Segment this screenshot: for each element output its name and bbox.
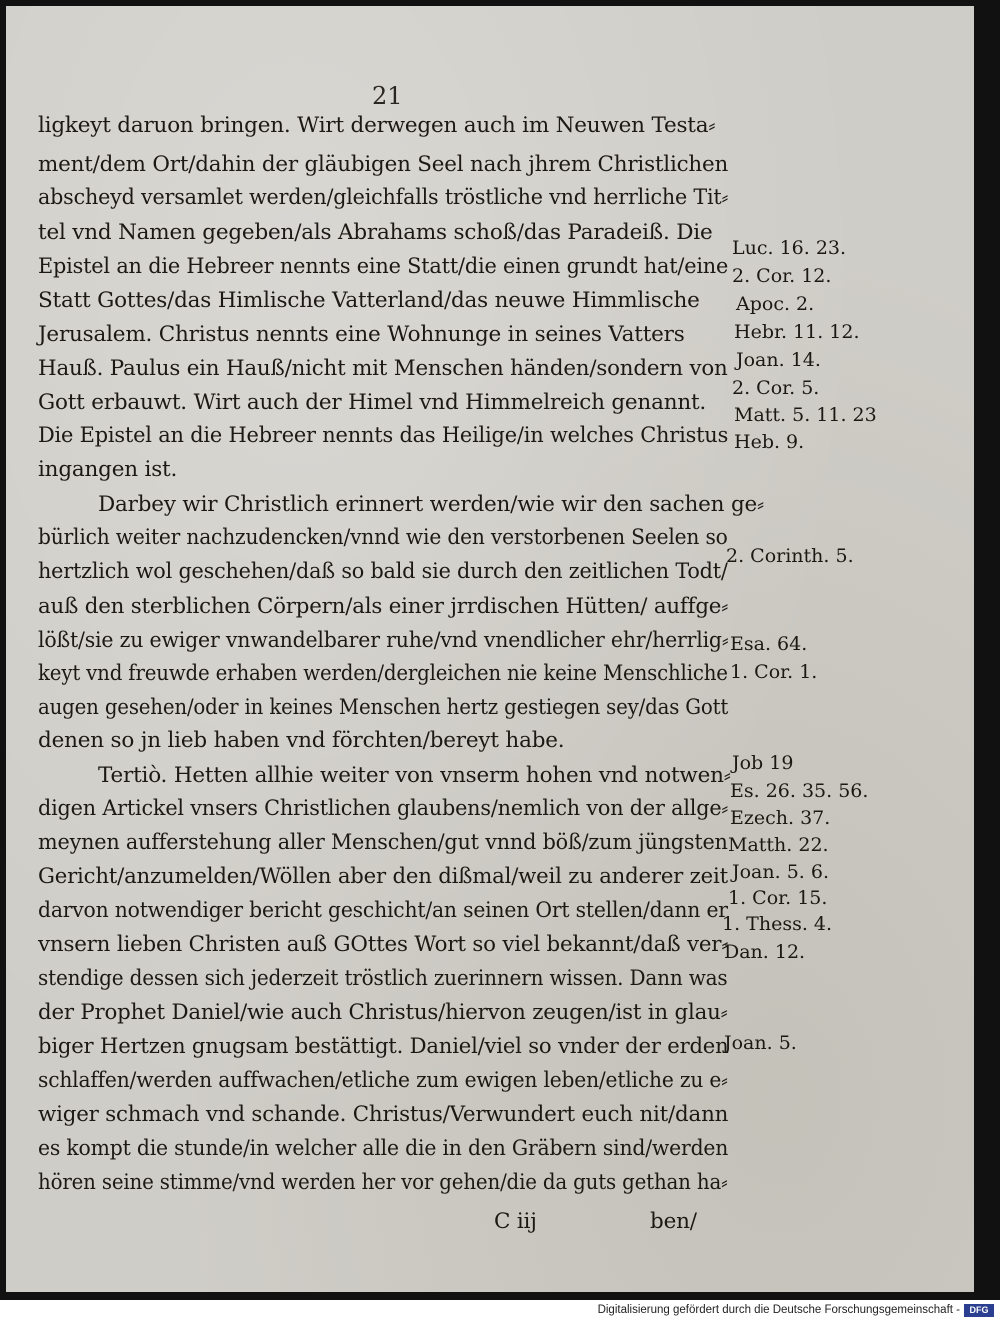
margin-note: Dan. 12. bbox=[724, 941, 806, 963]
text-line: denen so jn lieb haben vnd förchten/bereyt habe. bbox=[38, 728, 565, 753]
text-line: wiger schmach vnd schande. Christus/Verwundert euch nit/dann bbox=[38, 1102, 729, 1127]
margin-note: 2. Cor. 5. bbox=[732, 377, 820, 399]
text-line: Darbey wir Christlich erinnert werden/wie wir den sachen ge⸗ bbox=[98, 492, 765, 517]
funding-credit: Digitalisierung gefördert durch die Deutsche Forschungsgemeinschaft - bbox=[597, 1304, 960, 1316]
margin-note: 1. Cor. 1. bbox=[730, 661, 818, 683]
text-line: Epistel an die Hebreer nennts eine Statt/die einen grundt hat/eine bbox=[38, 254, 729, 279]
margin-note: 2. Corinth. 5. bbox=[726, 545, 854, 567]
signature-mark: C iij bbox=[494, 1209, 537, 1234]
text-line: Die Epistel an die Hebreer nennts das Heilige/in welches Christus bbox=[38, 423, 729, 448]
text-line: hören seine stimme/vnd werden her vor gehen/die da guts gethan ha⸗ bbox=[38, 1170, 728, 1195]
margin-note: 1. Thess. 4. bbox=[722, 913, 833, 935]
text-line: Tertiò. Hetten allhie weiter von vnserm hohen vnd notwen⸗ bbox=[98, 763, 731, 788]
book-page bbox=[6, 6, 974, 1292]
text-line: meynen aufferstehung aller Menschen/gut vnnd böß/zum jüngsten bbox=[38, 830, 728, 855]
text-line: schlaffen/werden auffwachen/etliche zum ewigen leben/etliche zu e⸗ bbox=[38, 1068, 728, 1093]
catchword: ben/ bbox=[650, 1209, 697, 1234]
text-line: ment/dem Ort/dahin der gläubigen Seel nach jhrem Christlichen bbox=[38, 152, 729, 177]
text-line: tel vnd Namen gegeben/als Abrahams schoß/das Paradeiß. Die bbox=[38, 220, 713, 245]
text-line: vnsern lieben Christen auß GOttes Wort so viel bekannt/daß ver⸗ bbox=[38, 932, 729, 957]
margin-note: Matt. 5. 11. 23 bbox=[734, 404, 877, 426]
margin-note: Heb. 9. bbox=[734, 431, 805, 453]
text-line: stendige dessen sich jederzeit tröstlich zuerinnern wissen. Dann was bbox=[38, 966, 728, 991]
margin-note: 1. Cor. 15. bbox=[728, 887, 828, 909]
text-line: darvon notwendiger bericht geschicht/an seinen Ort stellen/dann er bbox=[38, 898, 728, 923]
text-line: Gericht/anzumelden/Wöllen aber den dißmal/weil zu anderer zeit bbox=[38, 864, 728, 889]
margin-note: Apoc. 2. bbox=[736, 293, 815, 315]
margin-note: 2. Cor. 12. bbox=[732, 265, 832, 287]
text-line: auß den sterblichen Cörpern/als einer jrrdischen Hütten/ auffge⸗ bbox=[38, 594, 729, 619]
text-line: digen Artickel vnsers Christlichen glaubens/nemlich von der allge⸗ bbox=[38, 796, 729, 821]
margin-note: Joan. 14. bbox=[736, 349, 821, 371]
text-line: hertzlich wol geschehen/daß so bald sie durch den zeitlichen Todt/ bbox=[38, 559, 728, 584]
text-line: ligkeyt daruon bringen. Wirt derwegen auch im Neuwen Testa⸗ bbox=[38, 113, 716, 138]
text-line: biger Hertzen gnugsam bestättigt. Daniel/viel so vnder der erden bbox=[38, 1034, 729, 1059]
text-line: der Prophet Daniel/wie auch Christus/hiervon zeugen/ist in glau⸗ bbox=[38, 1000, 728, 1025]
margin-note: Es. 26. 35. 56. bbox=[730, 780, 869, 802]
dfg-logo: DFG bbox=[964, 1304, 994, 1317]
margin-note: Hebr. 11. 12. bbox=[734, 321, 860, 343]
text-line: Jerusalem. Christus nennts eine Wohnunge in seines Vatters bbox=[38, 322, 685, 347]
margin-note: Esa. 64. bbox=[730, 633, 808, 655]
margin-note: Matth. 22. bbox=[728, 834, 829, 856]
text-line: keyt vnd freuwde erhaben werden/dergleichen nie keine Menschliche bbox=[38, 661, 728, 686]
margin-note: Joan. 5. 6. bbox=[732, 861, 829, 883]
text-line: Gott erbauwt. Wirt auch der Himel vnd Himmelreich genannt. bbox=[38, 390, 707, 415]
margin-note: Luc. 16. 23. bbox=[732, 237, 847, 259]
text-line: bürlich weiter nachzudencken/vnnd wie den verstorbenen Seelen so bbox=[38, 525, 728, 550]
footer-bar bbox=[0, 1300, 1000, 1323]
text-line: abscheyd versamlet werden/gleichfalls tröstliche vnd herrliche Tit⸗ bbox=[38, 185, 729, 210]
text-line: Statt Gottes/das Himlische Vatterland/das neuwe Himmlische bbox=[38, 288, 700, 313]
text-line: lößt/sie zu ewiger vnwandelbarer ruhe/vnd vnendlicher ehr/herrlig⸗ bbox=[38, 628, 729, 653]
margin-note: Ezech. 37. bbox=[730, 807, 831, 829]
text-line: es kompt die stunde/in welcher alle die in den Gräbern sind/werden bbox=[38, 1136, 729, 1161]
text-line: ingangen ist. bbox=[38, 457, 178, 482]
page-number: 21 bbox=[372, 82, 403, 110]
text-line: Hauß. Paulus ein Hauß/nicht mit Menschen händen/sondern von bbox=[38, 356, 728, 381]
margin-note: Job 19 bbox=[732, 752, 794, 774]
margin-note: Joan. 5. bbox=[724, 1032, 797, 1054]
text-line: augen gesehen/oder in keines Menschen hertz gestiegen sey/das Gott bbox=[38, 695, 729, 720]
